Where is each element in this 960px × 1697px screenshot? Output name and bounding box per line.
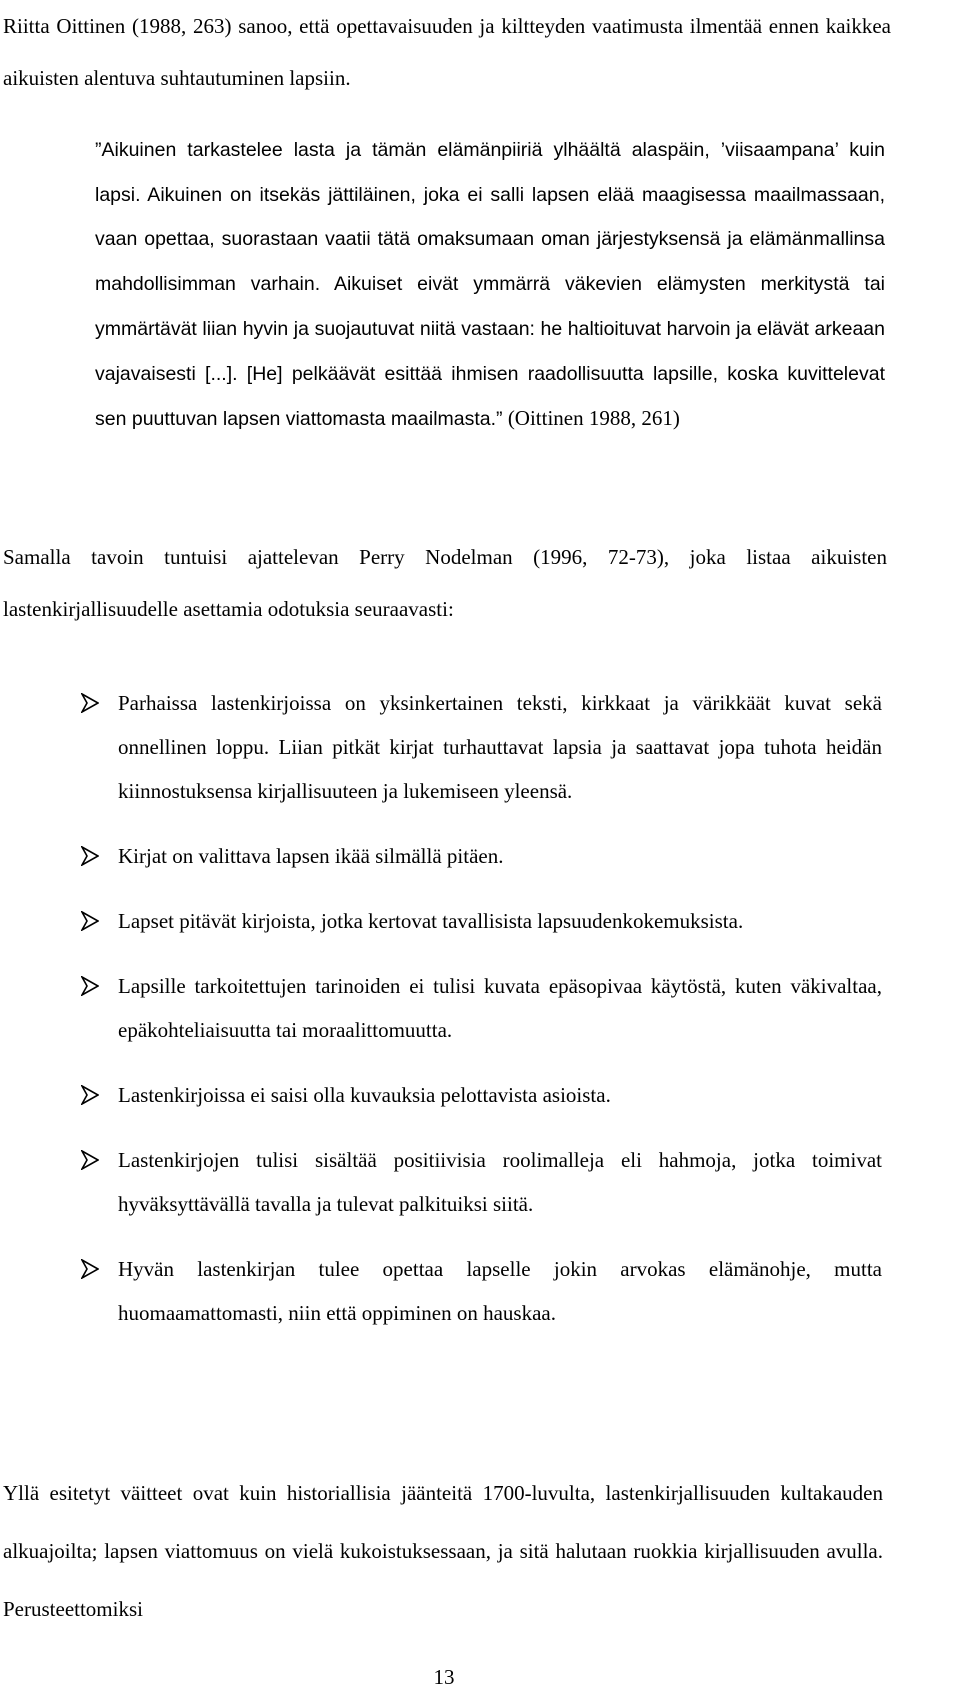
expectations-list	[0, 681, 960, 1356]
quote-citation: (Oittinen 1988, 261)	[502, 406, 680, 431]
list-item	[0, 1247, 882, 1335]
arrowhead-bullet-icon	[81, 976, 99, 996]
list-item-text: Lapset pitävät kirjoista, jotka kertovat tavallisista lapsuudenkokemuksista.	[118, 909, 744, 933]
list-item-text: Lastenkirjojen tulisi sisältää positiivisia roolimalleja eli hahmoja, jotka toimivat hyväksyttävällä tavalla ja tulevat palkituiksi siitä.	[118, 1148, 882, 1216]
list-item	[0, 834, 882, 878]
list-item	[0, 1073, 882, 1117]
list-item-text: Kirjat on valittava lapsen ikää silmällä pitäen.	[118, 844, 504, 868]
list-item-text: Hyvän lastenkirjan tulee opettaa lapselle jokin arvokas elämänohje, mutta huomaamattomasti, niin että oppiminen on hauskaa.	[118, 1257, 882, 1325]
closing-paragraph: Yllä esitetyt väitteet ovat kuin historiallisia jäänteitä 1700-luvulta, lastenkirjallisuuden kultakauden alkuajoilta; lapsen viattomuus on vielä kukoistuksessaan, ja sitä halutaan ruokkia kirjallisuuden avulla. Perusteettomiksi	[3, 1481, 883, 1621]
arrowhead-bullet-icon	[81, 846, 99, 866]
list-item	[0, 681, 882, 813]
list-item-text: Parhaissa lastenkirjoissa on yksinkertainen teksti, kirkkaat ja värikkäät kuvat sekä onnellinen loppu. Liian pitkät kirjat turhauttavat lapsia ja saattavat jopa tuhota heidän kiinnostuksensa kirjallisuuteen ja lukemiseen yleensä.	[118, 691, 882, 803]
lead-paragraph: Samalla tavoin tuntuisi ajattelevan Perry Nodelman (1996, 72-73), joka listaa aikuisten lastenkirjallisuudelle asettamia odotuksia seuraavasti:	[3, 545, 887, 621]
quote-text: ”Aikuinen tarkastelee lasta ja tämän elämänpiiriä ylhäältä alaspäin, ’viisaampana’ kuin lapsi. Aikuinen on itsekäs jättiläinen, joka ei salli lapsen elää maagisessa maailmassaan, vaan opettaa, suorastaan vaatii tätä omaksumaan oman järjestyksensä ja elämänmallinsa mahdollisimman varhain. Aikuiset eivät ymmärrä väkevien elämysten merkitystä tai ymmärtävät liian hyvin ja suojautuvat niitä vastaan: he haltioituvat harvoin ja elävät arkeaan vajavaisesti [...]. [He] pelkäävät esittää ihmisen raadollisuutta lapsille, koska kuvittelevat sen puuttuvan lapsen viattomasta maailmasta.”	[95, 139, 885, 431]
intro-paragraph: Riitta Oittinen (1988, 263) sanoo, että opettavaisuuden ja kiltteyden vaatimusta ilmentää ennen kaikkea aikuisten alentuva suhtautuminen lapsiin.	[3, 14, 891, 90]
list-item	[0, 899, 882, 943]
page-number: 13	[433, 1665, 455, 1689]
arrowhead-bullet-icon	[81, 1085, 99, 1105]
list-item	[0, 1138, 882, 1226]
arrowhead-bullet-icon	[81, 693, 99, 713]
arrowhead-bullet-icon	[81, 911, 99, 931]
block-quote	[95, 128, 885, 442]
list-item-text: Lapsille tarkoitettujen tarinoiden ei tulisi kuvata epäsopivaa käytöstä, kuten väkivaltaa, epäkohteliaisuutta tai moraalittomuutta.	[118, 974, 882, 1042]
arrowhead-bullet-icon	[81, 1259, 99, 1279]
list-item	[0, 964, 882, 1052]
list-item-text: Lastenkirjoissa ei saisi olla kuvauksia pelottavista asioista.	[118, 1083, 611, 1107]
arrowhead-bullet-icon	[81, 1150, 99, 1170]
